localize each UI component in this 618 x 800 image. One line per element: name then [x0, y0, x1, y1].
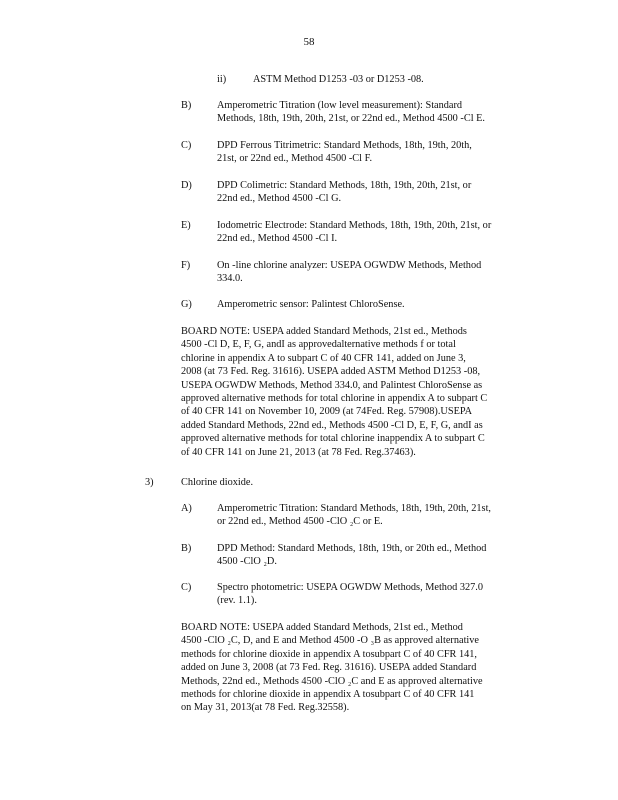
list-item-line: Methods, 18th, 19th, 20th, 21st, or 22nd ed., Method 4500 -Cl E. — [217, 113, 485, 125]
list-item-line: Spectro photometric: USEPA OGWDW Methods, Method 327.0 — [217, 582, 483, 593]
note-line: approved alternative methods for total chlorine inappendix A to subpart C — [181, 433, 485, 445]
list-item-line: (rev. 1.1). — [217, 595, 257, 607]
board-note-chlorine-dioxide — [181, 621, 543, 715]
list-item-a-dioxide — [181, 502, 543, 530]
list-item-line: 22nd ed., Method 4500 -Cl G. — [217, 193, 342, 205]
list-item-label: D) — [181, 180, 192, 191]
list-item-line: 22nd ed., Method 4500 -Cl I. — [217, 233, 338, 245]
list-item-line: On -line chlorine analyzer: USEPA OGWDW Methods, Method — [217, 260, 482, 271]
note-line: added Standard Methods, 22nd ed., Methods 4500 -Cl D, E, F, G, andI as — [181, 419, 483, 431]
list-item-f — [181, 259, 543, 287]
note-line: methods for chlorine dioxide in appendix A tosubpart C of 40 CFR 141 — [181, 689, 475, 701]
list-item-label: C) — [181, 140, 192, 151]
list-item-line: DPD Method: Standard Methods, 18th, 19th, or 20th ed., Method — [217, 543, 487, 554]
list-item-label: C) — [181, 582, 192, 593]
note-line: of 40 CFR 141 on November 10, 2009 (at 74Fed. Reg. 57908).USEPA — [181, 406, 473, 418]
note-line: 4500 -ClO ₂C, D, and E and Method 4500 -O ₃B as approved alternative — [181, 635, 480, 647]
list-item-c-dioxide — [181, 581, 543, 609]
list-item-b — [181, 99, 543, 127]
sub-item-text: ASTM Method D1253 -03 or D1253 -08. — [253, 74, 424, 85]
list-item-line: DPD Ferrous Titrimetric: Standard Methods, 18th, 19th, 20th, — [217, 140, 472, 151]
section-3-label: 3) — [145, 477, 154, 488]
note-line: added on June 3, 2008 (at 73 Fed. Reg. 31616). USEPA added Standard — [181, 662, 477, 674]
page-number: 58 — [303, 36, 315, 48]
list-item-c — [181, 139, 543, 167]
note-line: USEPA OGWDW Methods, Method 334.0, and Palintest ChloroSense as — [181, 379, 483, 391]
list-item-g — [181, 298, 543, 312]
list-item-e — [181, 219, 543, 247]
list-item-line: Amperometric Titration: Standard Methods, 18th, 19th, 20th, 21st, — [217, 503, 491, 514]
note-line: chlorine in appendix A to subpart C of 40 CFR 141, added on June 3, — [181, 352, 466, 364]
list-item-line: DPD Colimetric: Standard Methods, 18th, 19th, 20th, 21st, or — [217, 180, 472, 191]
list-item-line: Amperometric Titration (low level measurement): Standard — [217, 100, 463, 111]
list-item-line: 21st, or 22nd ed., Method 4500 -Cl F. — [217, 153, 373, 165]
note-line: on May 31, 2013(at 78 Fed. Reg.32558). — [181, 702, 350, 714]
list-item-label: E) — [181, 220, 191, 231]
note-line: of 40 CFR 141 on June 21, 2013 (at 78 Fed. Reg.37463). — [181, 446, 416, 458]
note-line: methods for chlorine dioxide in appendix A tosubpart C of 40 CFR 141, — [181, 648, 478, 660]
note-line: 2008 (at 73 Fed. Reg. 31616). USEPA added ASTM Method D1253 -08, — [181, 366, 481, 378]
note-line: 4500 -Cl D, E, F, G, andI as approvedalternative methods f or total — [181, 339, 456, 351]
list-item-label: A) — [181, 503, 192, 514]
note-line: approved alternative methods for total chlorine in appendix A to subpart C — [181, 393, 488, 405]
sub-item-label: ii) — [217, 74, 227, 85]
list-item-line: or 22nd ed., Method 4500 -ClO ₂C or E. — [217, 516, 383, 528]
list-item-b-dioxide — [181, 542, 543, 570]
note-line: Methods, 22nd ed., Methods 4500 -ClO ₂C and E as approved alternative — [181, 675, 483, 687]
section-3-title: Chlorine dioxide. — [181, 477, 254, 488]
list-item-label: B) — [181, 543, 192, 554]
list-item-label: B) — [181, 100, 192, 111]
list-item-line: Iodometric Electrode: Standard Methods, 18th, 19th, 20th, 21st, or — [217, 220, 492, 231]
note-line: BOARD NOTE: USEPA added Standard Methods, 21st ed., Method — [181, 622, 463, 633]
list-item-label: F) — [181, 260, 191, 271]
list-item-line: 4500 -ClO ₂D. — [217, 556, 277, 568]
list-item-line: Amperometric sensor: Palintest ChloroSense. — [217, 299, 405, 310]
note-line: BOARD NOTE: USEPA added Standard Methods, 21st ed., Methods — [181, 326, 467, 337]
list-item-line: 334.0. — [217, 273, 243, 285]
board-note-chlorine — [181, 325, 543, 459]
list-item-d — [181, 179, 543, 207]
list-item-label: G) — [181, 299, 192, 310]
